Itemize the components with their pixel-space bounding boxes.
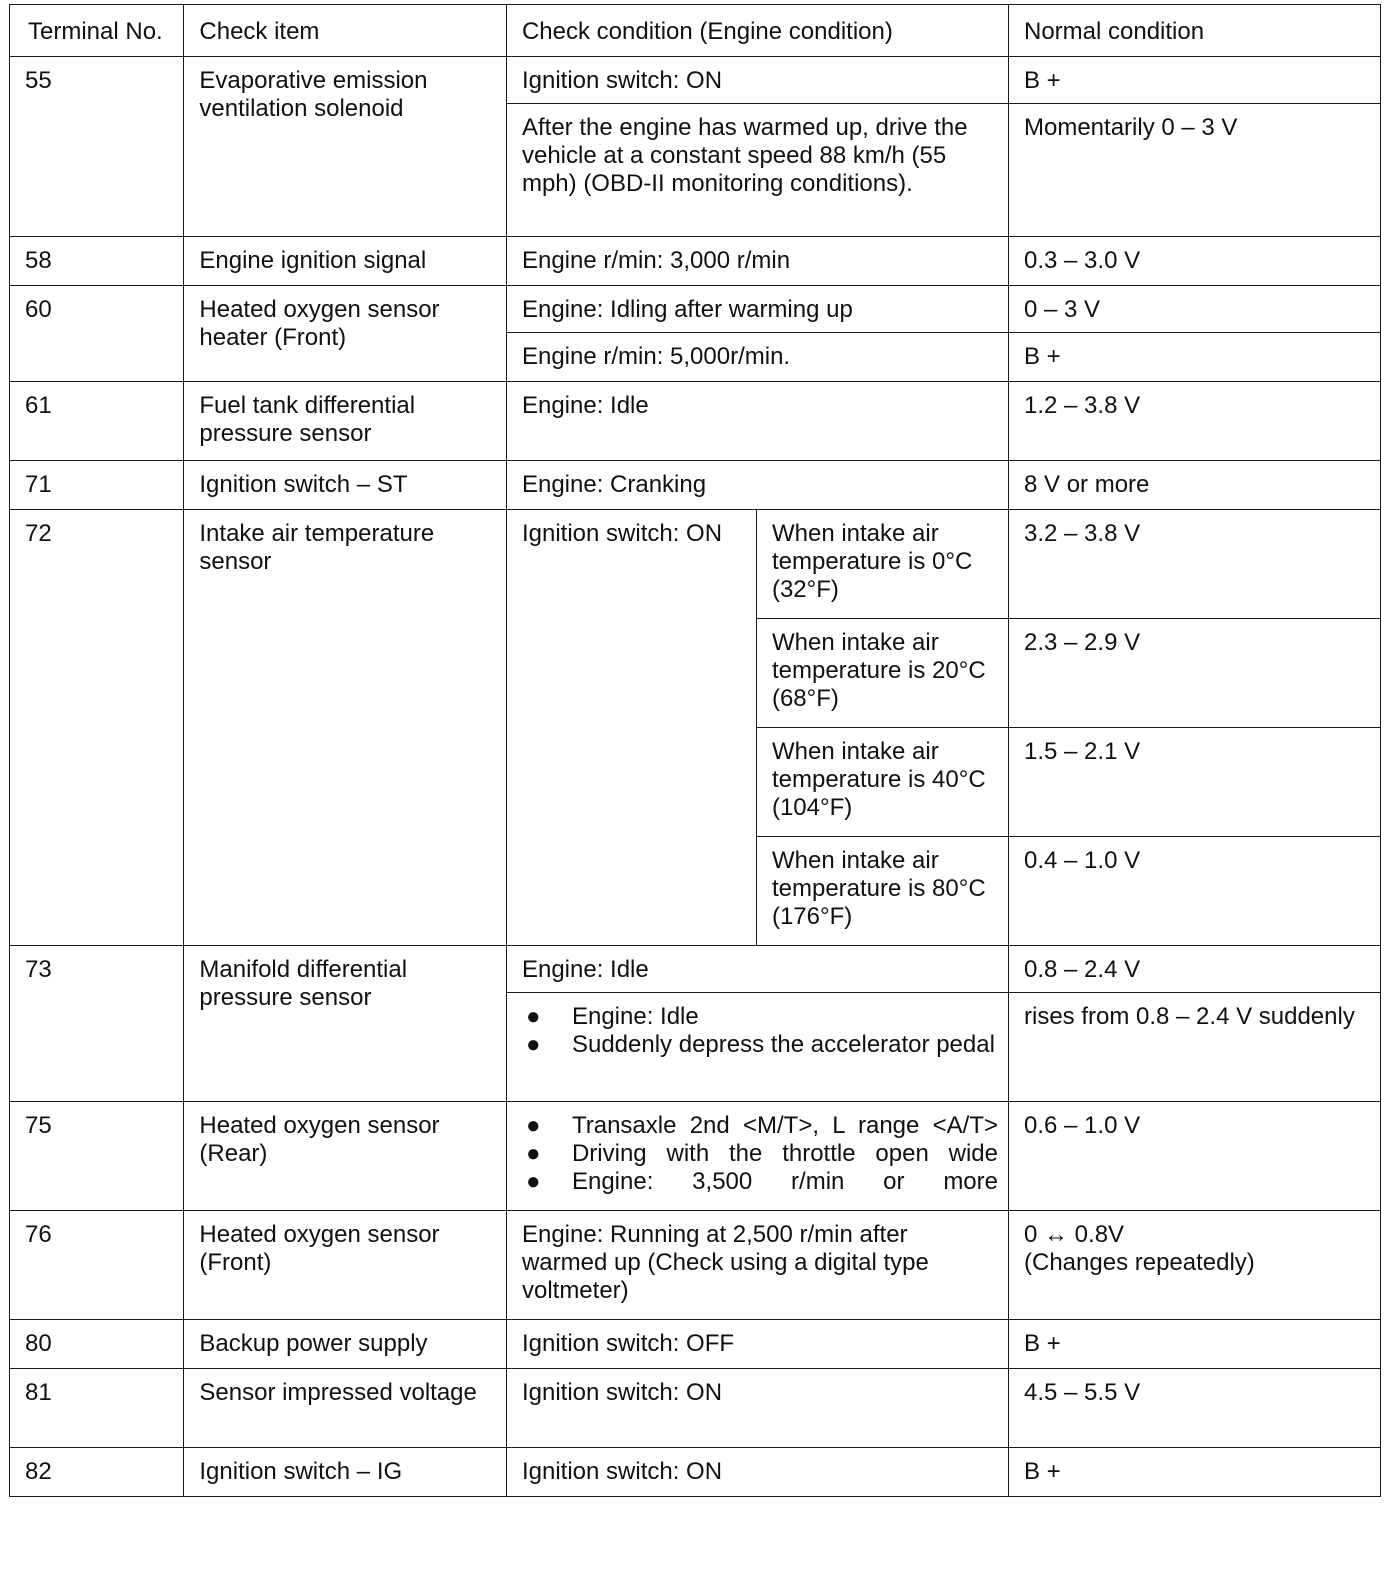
normal-cell: 1.5 – 2.1 V xyxy=(1009,728,1381,837)
condition-cell: Engine: Idling after warming up xyxy=(506,286,1008,333)
normal-cell: 3.2 – 3.8 V xyxy=(1009,510,1381,619)
terminal-cell: 61 xyxy=(10,382,184,461)
table-row xyxy=(10,382,1381,461)
check-item-cell: Backup power supply xyxy=(184,1320,507,1369)
normal-cell: 0.4 – 1.0 V xyxy=(1009,837,1381,946)
sub-condition-cell: When intake air temperature is 20°C (68°F) xyxy=(756,619,1008,728)
table-row xyxy=(10,1102,1381,1211)
condition-bullet-list xyxy=(522,1112,998,1196)
condition-cell xyxy=(506,993,1008,1102)
terminal-cell: 55 xyxy=(10,57,184,237)
terminal-cell: 58 xyxy=(10,237,184,286)
bullet-item: ● Transaxle 2nd <M/T>, L range <A/T> xyxy=(525,1112,998,1139)
condition-cell: Ignition switch: OFF xyxy=(506,1320,1008,1369)
terminal-cell: 81 xyxy=(10,1369,184,1448)
sub-condition-cell: When intake air temperature is 0°C (32°F) xyxy=(756,510,1008,619)
terminal-cell: 82 xyxy=(10,1448,184,1497)
table-row xyxy=(10,237,1381,286)
condition-cell: Engine: Idle xyxy=(506,946,1008,993)
bullet-item: ● Engine: Idle xyxy=(525,1003,699,1030)
terminal-cell: 60 xyxy=(10,286,184,382)
check-item-cell: Fuel tank differential pressure sensor xyxy=(184,382,507,461)
table-row xyxy=(10,1320,1381,1369)
normal-cell: 8 V or more xyxy=(1009,461,1381,510)
normal-cell: 1.2 – 3.8 V xyxy=(1009,382,1381,461)
condition-cell xyxy=(506,1102,1008,1211)
check-item-cell: Heated oxygen sensor (Rear) xyxy=(184,1102,507,1211)
condition-bullet-list xyxy=(522,1003,998,1059)
condition-cell: Ignition switch: ON xyxy=(506,1369,1008,1448)
normal-cell: B + xyxy=(1009,57,1381,104)
table-row xyxy=(10,1369,1381,1448)
condition-cell: Engine: Cranking xyxy=(506,461,1008,510)
normal-cell: B + xyxy=(1009,1448,1381,1497)
condition-cell: Engine: Running at 2,500 r/min after warmed up (Check using a digital type voltmeter) xyxy=(506,1211,1008,1320)
header-check-item: Check item xyxy=(184,5,507,57)
condition-cell: After the engine has warmed up, drive the vehicle at a constant speed 88 km/h (55 mph) (OBD-II monitoring conditions). xyxy=(506,104,1008,237)
check-item-cell: Heated oxygen sensor heater (Front) xyxy=(184,286,507,382)
bullet-icon: ● xyxy=(525,1168,541,1195)
check-item-cell: Manifold differential pressure sensor xyxy=(184,946,507,1102)
condition-cell: Engine r/min: 3,000 r/min xyxy=(506,237,1008,286)
terminal-cell: 73 xyxy=(10,946,184,1102)
check-item-cell: Intake air temperature sensor xyxy=(184,510,507,946)
normal-cell: rises from 0.8 – 2.4 V suddenly xyxy=(1009,993,1381,1102)
bullet-icon: ● xyxy=(525,1031,541,1058)
header-row xyxy=(10,5,1381,57)
sub-condition-cell: When intake air temperature is 40°C (104°F) xyxy=(756,728,1008,837)
normal-cell xyxy=(1009,1211,1381,1320)
bullet-icon: ● xyxy=(525,1112,541,1139)
normal-cell: 0.8 – 2.4 V xyxy=(1009,946,1381,993)
normal-cell: 0.3 – 3.0 V xyxy=(1009,237,1381,286)
normal-note: (Changes repeatedly) xyxy=(1024,1249,1255,1276)
check-item-cell: Ignition switch – ST xyxy=(184,461,507,510)
table-row xyxy=(10,57,1381,104)
check-item-cell: Evaporative emission ventilation solenoid xyxy=(184,57,507,237)
bullet-item: ● Engine: 3,500 r/min or more xyxy=(525,1168,998,1195)
check-item-cell: Sensor impressed voltage xyxy=(184,1369,507,1448)
normal-cell: 2.3 – 2.9 V xyxy=(1009,619,1381,728)
sub-condition-cell: When intake air temperature is 80°C (176°F) xyxy=(756,837,1008,946)
bullet-icon: ● xyxy=(525,1140,541,1167)
normal-cell: Momentarily 0 – 3 V xyxy=(1009,104,1381,237)
table-row xyxy=(10,1448,1381,1497)
normal-cell: 0 – 3 V xyxy=(1009,286,1381,333)
table-row xyxy=(10,946,1381,993)
check-item-cell: Heated oxygen sensor (Front) xyxy=(184,1211,507,1320)
condition-cell: Ignition switch: ON xyxy=(506,57,1008,104)
bullet-item: ● Driving with the throttle open wide xyxy=(525,1140,998,1167)
terminal-cell: 80 xyxy=(10,1320,184,1369)
normal-cell: 0.6 – 1.0 V xyxy=(1009,1102,1381,1211)
table-row xyxy=(10,461,1381,510)
condition-cell: Ignition switch: ON xyxy=(506,510,756,946)
terminal-cell: 72 xyxy=(10,510,184,946)
terminal-cell: 76 xyxy=(10,1211,184,1320)
table-row xyxy=(10,286,1381,333)
normal-cell: B + xyxy=(1009,333,1381,382)
bullet-icon: ● xyxy=(525,1003,541,1030)
normal-cell: B + xyxy=(1009,1320,1381,1369)
bullet-item: ● Suddenly depress the accelerator pedal xyxy=(525,1031,995,1058)
terminal-cell: 75 xyxy=(10,1102,184,1211)
normal-cell: 4.5 – 5.5 V xyxy=(1009,1369,1381,1448)
terminal-check-table xyxy=(9,4,1381,1497)
condition-cell: Ignition switch: ON xyxy=(506,1448,1008,1497)
header-normal-condition: Normal condition xyxy=(1009,5,1381,57)
condition-cell: Engine: Idle xyxy=(506,382,1008,461)
table-row xyxy=(10,1211,1381,1320)
condition-cell: Engine r/min: 5,000r/min. xyxy=(506,333,1008,382)
header-check-condition: Check condition (Engine condition) xyxy=(506,5,1008,57)
check-item-cell: Engine ignition signal xyxy=(184,237,507,286)
header-terminal-no: Terminal No. xyxy=(10,5,184,57)
terminal-cell: 71 xyxy=(10,461,184,510)
check-item-cell: Ignition switch – IG xyxy=(184,1448,507,1497)
normal-value: 0 ↔ 0.8V xyxy=(1024,1221,1125,1248)
table-row xyxy=(10,510,1381,619)
